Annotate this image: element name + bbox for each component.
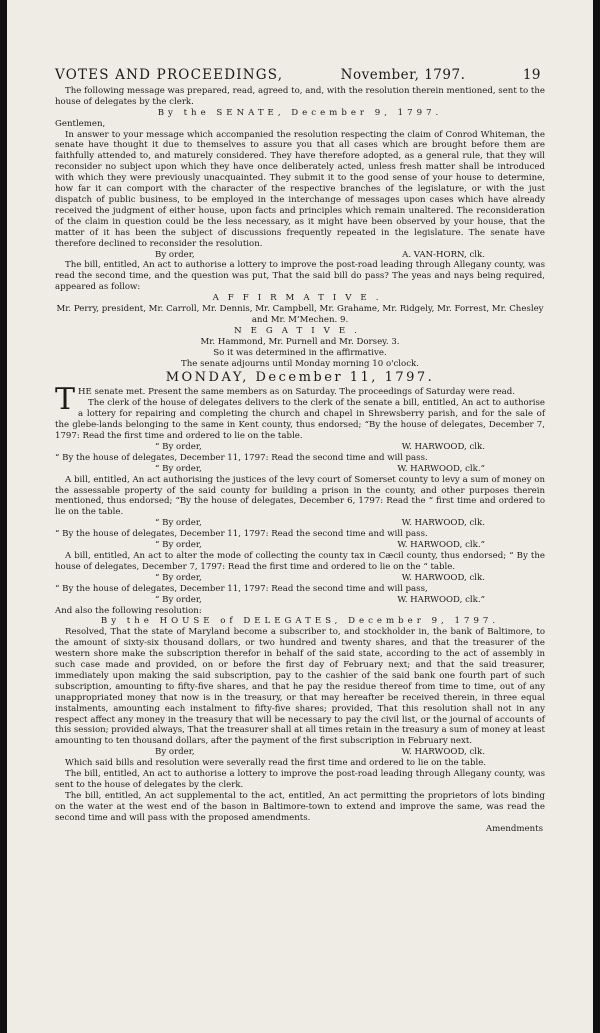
endorsement-2: “ By the house of delegates, December 11, 1797: Read the second time and will pass.: [55, 529, 428, 540]
signature-harwood-2: “ By order, W. HARWOOD, clk.”: [155, 463, 485, 474]
bank-resolution-body: Resolved, That the state of Maryland become a subscriber to, and stockholder in, the bank of Baltimore, to the amount of sixty-six thousand dollars, or two hundred and twenty shares, and that the treasurer of the western shore make the subscription therefor in behalf of the said state, according to the act of assembly in such case made and provided, on or before the first day of February next; and that the said treasurer, immediately upon making the said subscription, pay to the cashier of the said bank one fourth part of such subscription, amounting to fifty-five shares, and that he pay the residue thereof from time to time, out of any unappropriated money that now is in the treasury, or that may hereafter be received therein, in three equal instalments, amounting each instalment to fifty-five shares; provided, That this resolution shall not in any respect affect any money in the treasury that will be necessary to pay the civil list, or the journal of accounts of this session; provided always, That the treasurer shall at all times retain in the treasury a sum of money at least amounting to ten thousand dollars, after the payment of the first subscription in February next.: [55, 627, 545, 747]
salutation: Gentlemen,: [55, 118, 106, 129]
message-intro: The following message was prepared, read, agreed to, and, with the resolution therein mentioned, sent to the house of delegates by the clerk.: [55, 85, 545, 107]
bills-read-line: Which said bills and resolution were severally read the first time and ordered to lie on the table.: [65, 758, 487, 769]
catchword: Amendments: [485, 823, 543, 834]
signature-harwood-5: “ By order, W. HARWOOD, clk.: [155, 572, 485, 583]
signature-harwood-3: “ By order, W. HARWOOD, clk.: [155, 518, 485, 529]
lottery-bill-paragraph: The bill, entitled, An act to authorise a lottery to improve the post-road leading through Allegany county, was read the second time, and the question was put, That the said bill do pass? The yeas and nays being required, appeared as follow:: [55, 260, 545, 293]
drop-cap: T: [55, 382, 76, 418]
senate-met-paragraph: THE senate met. Present the same members as on Saturday. The proceedings of Saturday were read.: [55, 382, 516, 418]
scan-edge-right: [593, 0, 600, 1033]
supplemental-act-line: The bill, entitled, An act supplemental to the act, entitled, An act permitting the proprietors of lots binding on the water at the west end of the bason in Baltimore-town to extend and improve the same, was read the second time and will pass with the proposed amendments.: [55, 790, 545, 823]
senate-message-body: In answer to your message which accompanied the resolution respecting the claim of Conrod Whiteman, the senate have thought it due to themselves to assure you that all cases which are brought before them are faithfully attended to, and maturely considered. They have therefore adopted, as a general rule, that they will reconsider no subject upon which they have once deliberately acted, unless fresh matter shall be introduced with which they were previously unacquainted. They submit it to the good sense of your house to determine, how far it can comport with the character of the respective branches of the legislature, or with the just dispatch of public business, to be employed in the interchange of messages upon cases which have already received the judgment of either house, upon facts and principles which remain unaltered. The reconsideration of the claim in question could be the less necessary, as it might have been observed by your house, that the matter of it has been the subject of discussions frequently repeated in the legislature. The senate have therefore declined to reconsider the resolution.: [55, 129, 545, 249]
senate-heading: By the SENATE, December 9, 1797.: [157, 107, 443, 118]
cecil-tax-bill: A bill, entitled, An act to alter the mode of collecting the county tax in Cæcil county, thus endorsed; “ By the house of delegates, December 7, 1797: Read the first time and ordered to lie on the “ table.: [55, 550, 545, 572]
negative-heading: NEGATIVE.: [234, 325, 366, 336]
endorsement-3: “ By the house of delegates, December 11, 1797: Read the second time and will pass,: [55, 583, 428, 594]
monday-heading: MONDAY, December 11, 1797.: [165, 370, 435, 386]
header-date: November, 1797.: [340, 67, 466, 83]
signature-harwood-7: By order, W. HARWOOD, clk.: [155, 747, 485, 758]
signature-harwood-1: “ By order, W. HARWOOD, clk.: [155, 441, 485, 452]
delegates-heading: By the HOUSE of DELEGATES, December 9, 1797.: [100, 616, 500, 627]
scan-edge-left: [0, 0, 7, 1033]
running-title: VOTES AND PROCEEDINGS,: [55, 67, 284, 83]
affirmative-heading: AFFIRMATIVE.: [212, 293, 388, 304]
determination-line: So it was determined in the affirmative.: [213, 347, 387, 358]
resolution-intro: And also the following resolution:: [55, 605, 202, 616]
document-page: [55, 67, 545, 835]
page-number: 19: [522, 67, 541, 83]
page-header: [55, 67, 545, 83]
affirmative-names: Mr. Perry, president, Mr. Carroll, Mr. Dennis, Mr. Campbell, Mr. Grahame, Mr. Ridgely, Mr. Forrest, Mr. Chesley and Mr. M‘Mechen. 9.: [56, 304, 544, 325]
church-lottery-bill: The clerk of the house of delegates delivers to the clerk of the senate a bill, entitled, An act to authorise a lottery for repairing and completing the church and chapel in Shrewsberry parish, and for the sale of the glebe-lands belonging to the same in Kent county, thus endorsed; “By the house of delegates, December 7, 1797: Read the first time and ordered to lie on the table.: [55, 398, 545, 441]
adjournment-line: The senate adjourns until Monday morning 10 o'clock.: [181, 358, 419, 369]
somerset-prison-bill: A bill, entitled, An act authorising the justices of the levy court of Somerset county to levy a sum of money on the assessable property of the said county for building a prison in the county, and other purposes therein mentioned, thus endorsed; “By the house of delegates, December 6, 1797: Read the “ first time and ordered to lie on the table.: [55, 474, 545, 518]
signature-vanhorn: By order, A. VAN-HORN, clk.: [155, 249, 485, 260]
signature-harwood-6: “ By order, W. HARWOOD, clk.”: [155, 594, 485, 605]
negative-names: Mr. Hammond, Mr. Purnell and Mr. Dorsey. 3.: [200, 336, 400, 347]
allegany-sent-line: The bill, entitled, An act to authorise a lottery to improve the post-road leading through Allegany county, was sent to the house of delegates by the clerk.: [55, 769, 545, 790]
endorsement-1: “ By the house of delegates, December 11, 1797: Read the second time and will pass.: [55, 452, 428, 463]
signature-harwood-4: “ By order, W. HARWOOD, clk.”: [155, 540, 485, 551]
